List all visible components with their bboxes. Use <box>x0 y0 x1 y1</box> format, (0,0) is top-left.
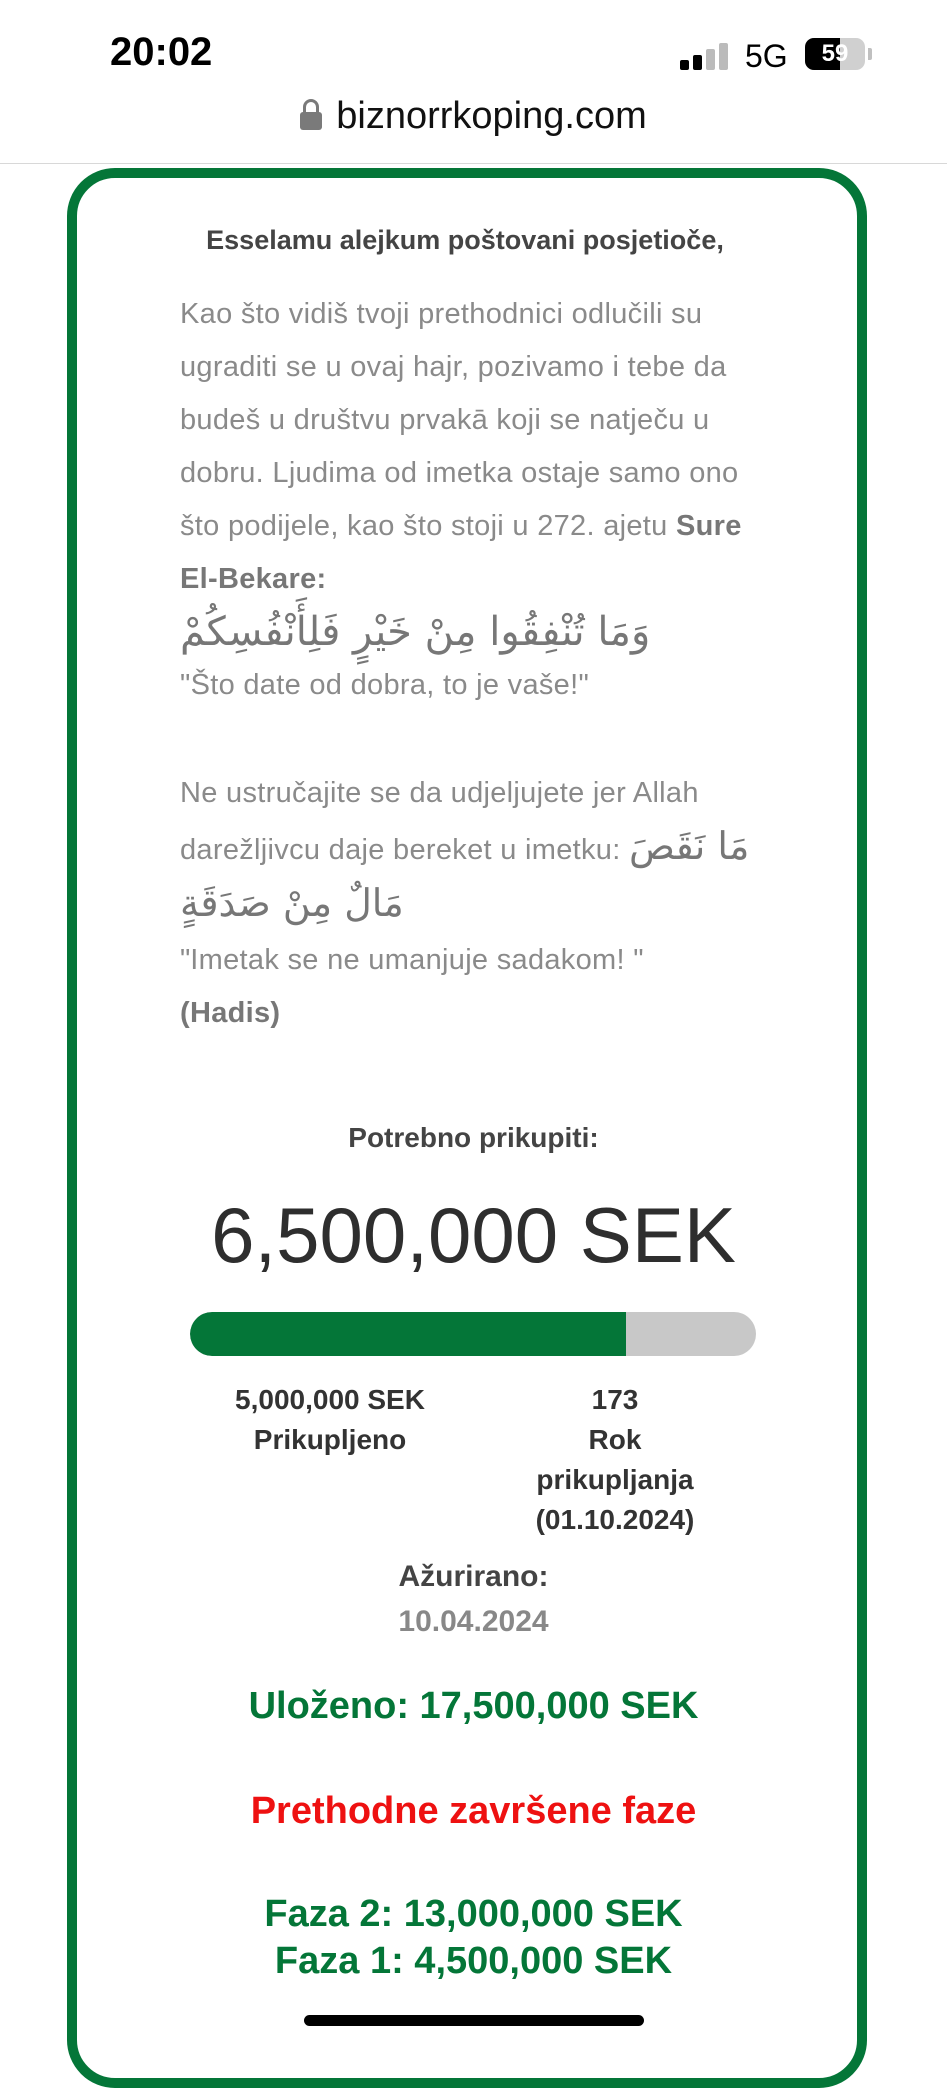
updated-label: Ažurirano: <box>398 1560 549 1593</box>
battery-tip <box>868 48 872 60</box>
collected-amount: 5,000,000 SEK <box>235 1384 425 1415</box>
home-indicator[interactable] <box>304 2015 644 2026</box>
arabic-hadith: مَا نَقَصَ مَالٌ مِنْ صَدَقَةٍ <box>180 824 750 925</box>
intro-paragraph <box>180 288 780 712</box>
lock-icon <box>300 112 322 130</box>
hadith-intro-text: Ne ustručajite se da udjeljujete jer Allah darežljivcu daje bereket u imetku: <box>180 777 699 866</box>
deadline-date: (01.10.2024) <box>535 1504 695 1535</box>
address-bar-divider <box>0 163 947 164</box>
url-text: biznorrkoping.com <box>336 95 647 137</box>
hadith-translation: "Imetak se ne umanjuje sadakom! " <box>180 944 644 976</box>
deadline-stat <box>500 1380 730 1540</box>
phase-2-amount: Faza 2: 13,000,000 SEK <box>264 1893 683 1935</box>
clock: 20:02 <box>110 30 213 74</box>
hadith-paragraph <box>180 767 780 1040</box>
intro-text: Kao što vidiš tvoji prethodnici odlučili su ugraditi se u ovaj hajr, pozivamo i tebe da budeš u društvu prvakā koji se natječu u dobru. Ljudima od imetka ostaje samo ono što podijele, kao što stoji u 272. ajetu <box>180 298 739 542</box>
arabic-verse: وَمَا تُنْفِقُوا مِنْ خَيْرٍ فَلِأَنْفُسِكُمْ <box>180 609 651 655</box>
battery-icon <box>805 38 865 70</box>
deadline-label-1: Rok <box>588 1424 642 1455</box>
surah-reference: Sure El-Bekare: <box>180 510 742 595</box>
collected-label: Prikupljeno <box>253 1424 407 1455</box>
days-left: 173 <box>591 1384 639 1415</box>
deadline-label-2: prikupljanja <box>536 1464 694 1495</box>
phase-1-amount: Faza 1: 4,500,000 SEK <box>274 1940 673 1982</box>
progress-fill <box>190 1312 626 1356</box>
collected-stat <box>210 1380 450 1460</box>
goal-label: Potrebno prikupiti: <box>348 1122 599 1153</box>
goal-amount: 6,500,000 SEK <box>211 1191 736 1279</box>
greeting-heading: Esselamu alejkum poštovani posjetioče, <box>206 225 724 255</box>
network-type: 5G <box>745 38 788 74</box>
battery-percent: 59 <box>821 40 849 67</box>
hadith-source: (Hadis) <box>180 997 281 1029</box>
progress-bar <box>190 1312 756 1356</box>
address-bar[interactable] <box>0 95 947 165</box>
signal-icon <box>680 42 732 70</box>
invested-total: Uloženo: 17,500,000 SEK <box>248 1685 699 1727</box>
verse-translation: "Što date od dobra, to je vaše!" <box>180 669 590 701</box>
previous-phases-title: Prethodne završene faze <box>250 1790 697 1832</box>
status-bar <box>0 0 947 110</box>
updated-date: 10.04.2024 <box>398 1605 549 1638</box>
